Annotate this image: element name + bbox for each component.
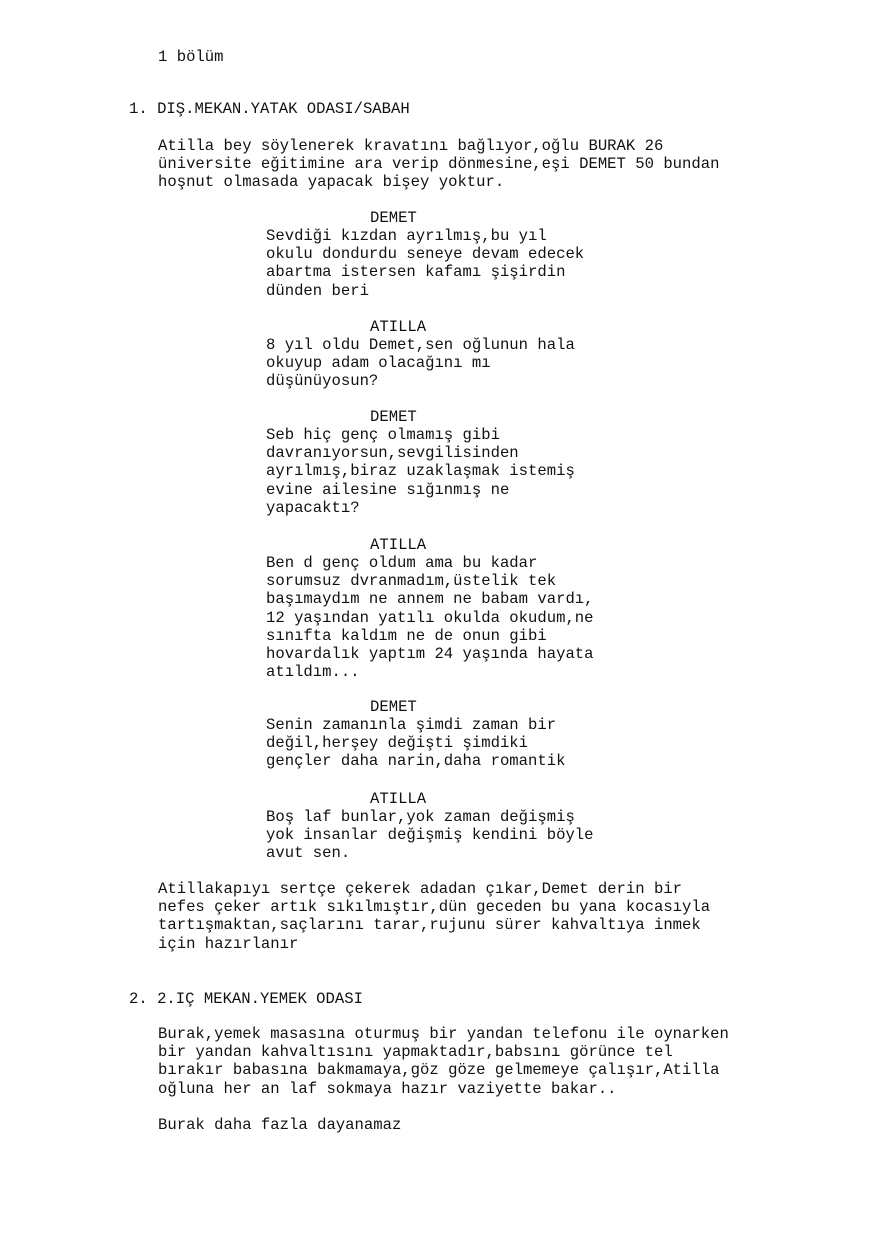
character-name: DEMET — [370, 209, 417, 227]
scene-heading-2: 2. 2.IÇ MEKAN.YEMEK ODASI — [129, 990, 363, 1008]
character-name: ATILLA — [370, 318, 427, 336]
scene-1-action: Atilla bey söylenerek kravatını bağlıyor,oğlu BURAK 26 üniversite eğitimine ara verip dönmesine,eşi DEMET 50 bundan hoşnut olmasada yapacak bişey yoktur. — [158, 137, 720, 192]
dialogue-text: Sevdiği kızdan ayrılmış,bu yıl okulu dondurdu seneye devam edecek abartma istersen kafamı şişirdin dünden beri — [266, 227, 585, 300]
dialogue-text: Seb hiç genç olmamış gibi davranıyorsun,sevgilisinden ayrılmış,biraz uzaklaşmak istemiş evine ailesine sığınmış ne yapacaktı? — [266, 426, 575, 517]
character-name: ATILLA — [370, 536, 427, 554]
character-name: ATILLA — [370, 790, 427, 808]
scene-1-closing-action: Atillakapıyı sertçe çekerek adadan çıkar,Demet derin bir nefes çeker artık sıkılmıştır,dün geceden bu yana kocasıyla tartışmaktan,saçlarını tarar,rujunu sürer kahvaltıya inmek için hazırlanır — [158, 880, 711, 953]
scene-2-action: Burak,yemek masasına oturmuş bir yandan telefonu ile oynarken bir yandan kahvaltısını yapmaktadır,babsını görünce tel bırakır babasına bakmamaya,göz göze gelmemeye çalışır,Atilla oğluna her an laf sokmaya hazır vaziyette bakar.. — [158, 1025, 729, 1098]
dialogue-text: Boş laf bunlar,yok zaman değişmiş yok insanlar değişmiş kendini böyle avut sen. — [266, 808, 594, 863]
page-label: 1 bölüm — [158, 48, 224, 66]
dialogue-text: 8 yıl oldu Demet,sen oğlunun hala okuyup adam olacağını mı düşünüyosun? — [266, 336, 575, 391]
character-name: DEMET — [370, 698, 417, 716]
dialogue-text: Ben d genç oldum ama bu kadar sorumsuz dvranmadım,üstelik tek başımaydım ne annem ne babam vardı, 12 yaşından yatılı okulda okudum,ne sınıfta kaldım ne de onun gibi hovardalık yaptım 24 yaşında hayata atıldım... — [266, 554, 594, 682]
dialogue-text: Senin zamanınla şimdi zaman bir değil,herşey değişti şimdiki gençler daha narin,daha romantik — [266, 716, 566, 771]
character-name: DEMET — [370, 408, 417, 426]
scene-heading-1: 1. DIŞ.MEKAN.YATAK ODASI/SABAH — [129, 100, 410, 118]
scene-2-closing-action: Burak daha fazla dayanamaz — [158, 1116, 402, 1134]
